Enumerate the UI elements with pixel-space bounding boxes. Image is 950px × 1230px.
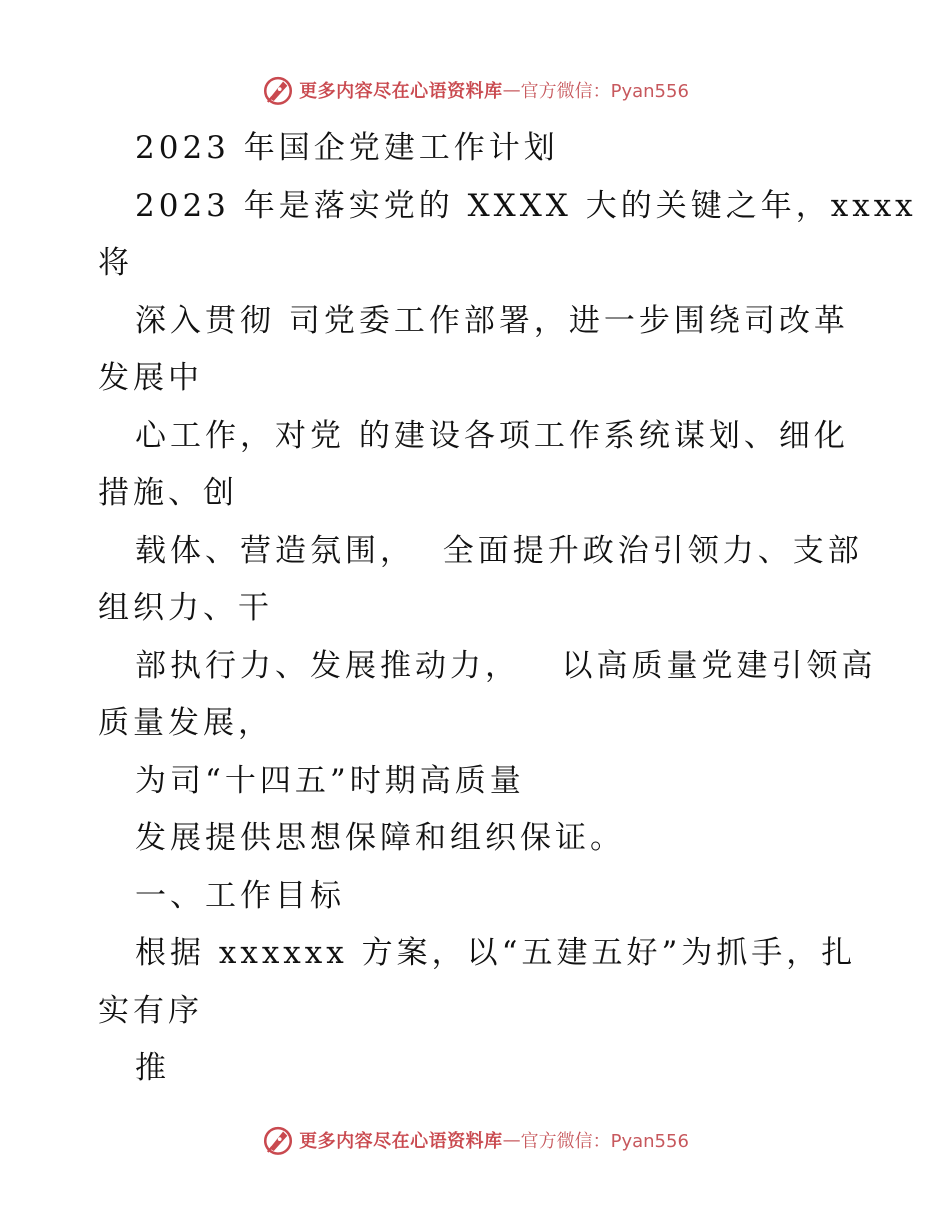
- paragraph-line: 2023 年是落实党的 XXXX 大的关键之年，xxxx: [135, 187, 917, 224]
- banner-brand-text: 更多内容尽在心语资料库: [299, 1131, 503, 1152]
- banner-wechat-text: 官方微信：Pyan556: [520, 81, 689, 102]
- paragraph-line: 载体、营造氛围， 全面提升政治引领力、支部: [135, 532, 863, 569]
- banner-wechat-text: 官方微信：Pyan556: [520, 1131, 689, 1152]
- banner-dash: —: [502, 79, 521, 101]
- paragraph-line: 组织力、干: [98, 590, 273, 626]
- paragraph-line: 部执行力、发展推动力， 以高质量党建引领高: [135, 647, 877, 684]
- paragraph-line: 深入贯彻 司党委工作部署，进一步围绕司改革: [135, 302, 849, 339]
- document-title: 2023 年国企党建工作计划: [135, 130, 559, 166]
- paragraph-line: 将: [98, 245, 133, 281]
- footer-watermark: [0, 1120, 950, 1160]
- paragraph-line: 推: [135, 1050, 170, 1086]
- document-body: [98, 120, 917, 1098]
- section-heading: 一、工作目标: [135, 877, 345, 914]
- paragraph-line: 发展中: [98, 360, 203, 396]
- paragraph-line: 实有序: [98, 992, 203, 1029]
- banner-dash: —: [502, 1129, 521, 1151]
- header-watermark: [0, 70, 950, 110]
- banner-brand-text: 更多内容尽在心语资料库: [299, 81, 503, 102]
- pen-nib-logo-icon: [261, 73, 295, 107]
- pen-nib-logo-icon: [261, 1123, 295, 1157]
- paragraph-line: 根据 xxxxxx 方案，以“五建五好”为抓手，扎: [135, 935, 857, 971]
- paragraph-line: 心工作，对党 的建设各项工作系统谋划、细化: [135, 417, 849, 454]
- paragraph-line: 为司“十四五”时期高质量: [135, 762, 525, 799]
- paragraph-line: 措施、创: [98, 475, 238, 511]
- paragraph-line: 发展提供思想保障和组织保证。: [135, 820, 625, 856]
- paragraph-line: 质量发展，: [98, 705, 273, 741]
